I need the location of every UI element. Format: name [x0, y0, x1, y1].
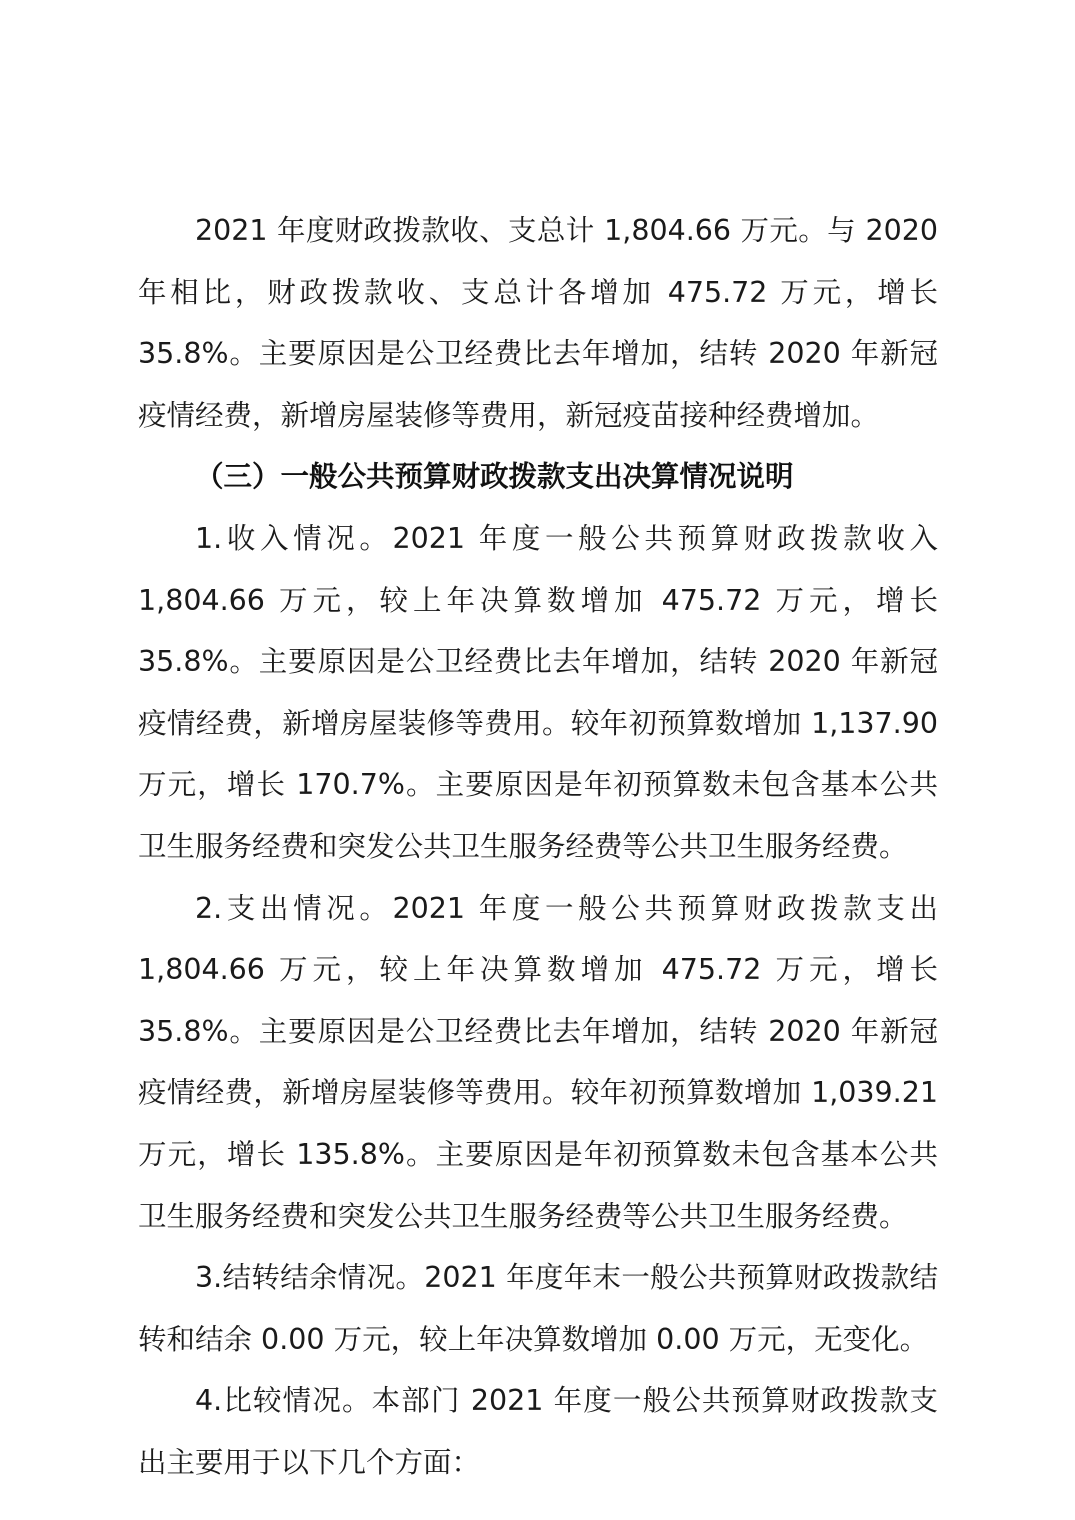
- paragraph-income: 1.收入情况。2021 年度一般公共预算财政拨款收入 1,804.66 万元，较上年决算数增加 475.72 万元，增长 35.8%。主要原因是公卫经费比去年增加，结转 2020 年新冠疫情经费，新增房屋装修等费用。较年初预算数增加 1,137.90 万元，增长 170.7%。主要原因是年初预算数未包含基本公共卫生服务经费和突发公共卫生服务经费等公共卫生服务经费。: [138, 521, 938, 863]
- section-heading-general-budget: （三）一般公共预算财政拨款支出决算情况说明: [195, 460, 794, 494]
- paragraph-comparison: 4.比较情况。本部门 2021 年度一般公共预算财政拨款支出主要用于以下几个方面：: [138, 1384, 938, 1479]
- document-body: [138, 200, 938, 1493]
- paragraph-total-funds: 2021 年度财政拨款收、支总计 1,804.66 万元。与 2020 年相比，财政拨款收、支总计各增加 475.72 万元，增长 35.8%。主要原因是公卫经费比去年增加，结转 2020 年新冠疫情经费，新增房屋装修等费用，新冠疫苗接种经费增加。: [138, 214, 938, 432]
- paragraph-carryover: 3.结转结余情况。2021 年度年末一般公共预算财政拨款结转和结余 0.00 万元，较上年决算数增加 0.00 万元，无变化。: [138, 1261, 938, 1356]
- paragraph-expenditure: 2.支出情况。2021 年度一般公共预算财政拨款支出 1,804.66 万元，较上年决算数增加 475.72 万元，增长 35.8%。主要原因是公卫经费比去年增加，结转 2020 年新冠疫情经费，新增房屋装修等费用。较年初预算数增加 1,039.21 万元，增长 135.8%。主要原因是年初预算数未包含基本公共卫生服务经费和突发公共卫生服务经费等公共卫生服务经费。: [138, 891, 938, 1233]
